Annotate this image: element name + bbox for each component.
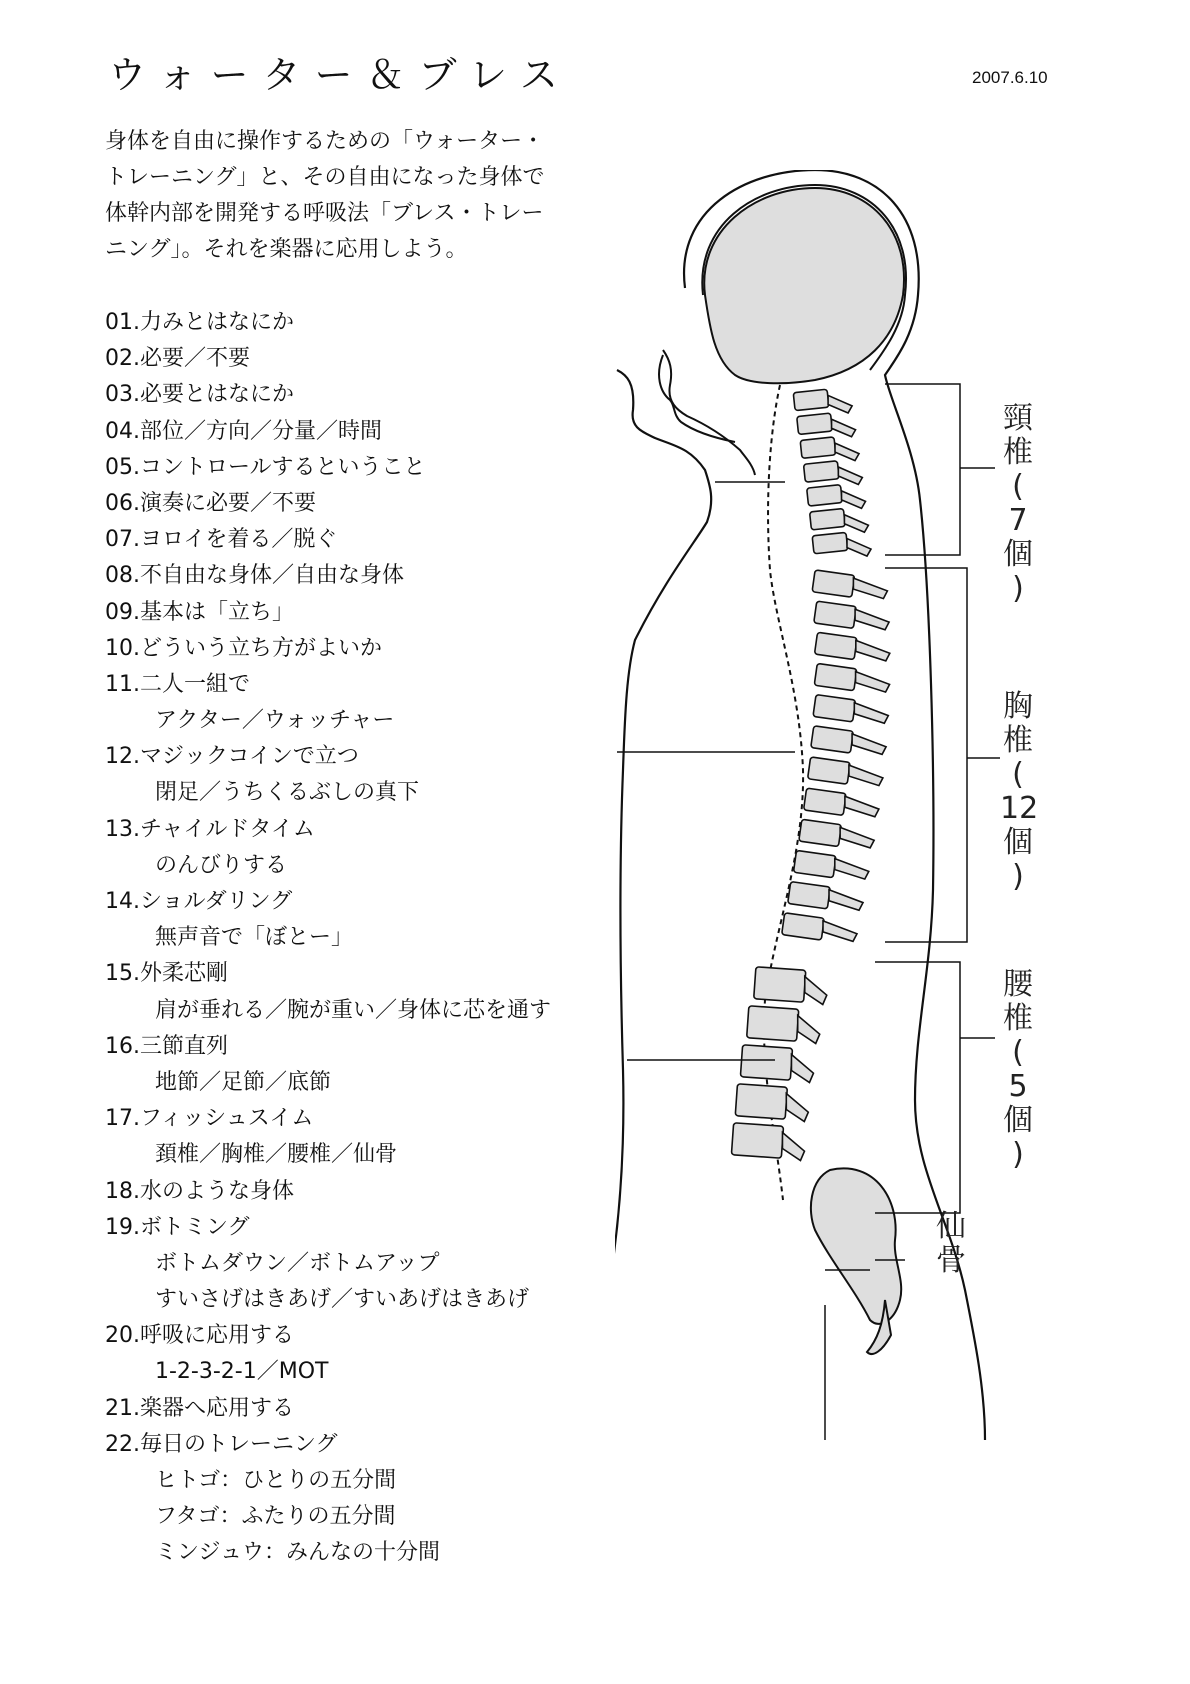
thoracic-label-char: ): [1012, 859, 1024, 894]
lumbar-label-char: (: [1012, 1035, 1024, 1070]
sacrum-label-char: 仙: [936, 1209, 966, 1244]
toc-item: 07.ヨロイを着る／脱ぐ: [105, 527, 338, 553]
vertebra-process: [828, 395, 852, 413]
vertebra-body: [804, 788, 847, 815]
toc-subitem: すいさげはきあげ／すいあげはきあげ: [155, 1287, 530, 1313]
cervical-label-char: 個: [1003, 537, 1033, 572]
spine-illustration: [615, 170, 1135, 1440]
vertebra-body: [793, 389, 829, 410]
cervical-label-char: 7: [1008, 503, 1028, 538]
vertebra-process: [856, 672, 890, 692]
toc-item: 10.どういう立ち方がよいか: [105, 635, 382, 661]
cervical-label-char: ): [1012, 571, 1024, 606]
bracket-thoracic: [885, 568, 967, 942]
toc-item: 04.部位／方向／分量／時間: [105, 418, 382, 444]
vertebra-process: [805, 977, 827, 1005]
intro-line: 体幹内部を開発する呼吸法「ブレス・トレー: [105, 201, 544, 226]
vertebra-body: [788, 882, 831, 909]
toc-item: 18.水のような身体: [105, 1178, 294, 1204]
vertebra-process: [845, 796, 879, 817]
toc-item: 06.演奏に必要／不要: [105, 490, 316, 516]
vertebra-body: [740, 1045, 792, 1080]
vertebra-body: [793, 850, 836, 877]
cervical-label-char: 椎: [1003, 435, 1033, 470]
spine-figure: [615, 170, 1135, 1440]
vertebra-body: [810, 508, 846, 529]
toc-item: 09.基本は「立ち」: [105, 599, 294, 625]
table-of-contents: [105, 305, 625, 1572]
thoracic-label-char: 椎: [1003, 723, 1033, 758]
toc-item: 16.三節直列: [105, 1033, 228, 1059]
toc-subitem: ボトムダウン／ボトムアップ: [155, 1250, 440, 1276]
vertebra-body: [800, 437, 836, 458]
vertebra-process: [849, 765, 883, 786]
toc-subitem: ヒトゴ：ひとりの五分間: [155, 1468, 397, 1493]
vertebra-body: [731, 1123, 783, 1158]
lumbar-label-char: 個: [1003, 1103, 1033, 1138]
toc-item: 11.二人一組で: [105, 671, 250, 697]
vertebra-body: [808, 757, 851, 784]
vertebrae-group: [731, 389, 889, 1160]
toc-item: 20.呼吸に応用する: [105, 1323, 294, 1349]
vertebra-body: [754, 967, 806, 1002]
vertebra-process: [798, 1016, 820, 1044]
vertebra-process: [853, 578, 887, 599]
vertebra-body: [747, 1006, 799, 1041]
page-title: ウォーター＆ブレス: [108, 53, 572, 97]
toc-subitem: 肩が垂れる／腕が重い／身体に芯を通す: [155, 997, 552, 1023]
lumbar-label-char: 腰: [1003, 967, 1033, 1002]
vertebra-process: [844, 515, 868, 533]
vertebra-process: [855, 609, 889, 630]
thoracic-label-char: 胸: [1003, 689, 1033, 724]
vertebra-body: [811, 726, 854, 753]
intro-line: トレーニング」と、その自由になった身体で: [105, 165, 545, 190]
lumbar-label-char: ): [1012, 1137, 1024, 1172]
toc-subitem: フタゴ：ふたりの五分間: [155, 1504, 396, 1530]
vertebra-process: [823, 921, 857, 942]
toc-subitem: のんびりする: [155, 852, 288, 878]
toc-item: 13.チャイルドタイム: [105, 816, 315, 842]
region-brackets: [617, 384, 1000, 1440]
toc-subitem: 無声音で「ぼとー」: [155, 925, 354, 951]
vertebra-process: [782, 1133, 804, 1161]
vertebra-body: [803, 461, 839, 482]
toc-item: 01.力みとはなにか: [105, 310, 294, 335]
vertebra-process: [829, 890, 863, 911]
toc-item: 15.外柔芯剛: [105, 961, 228, 987]
vertebra-body: [814, 663, 857, 690]
toc-subitem: 1-2-3-2-1／MOT: [155, 1359, 329, 1385]
vertebra-process: [852, 734, 886, 755]
lumbar-label-char: 椎: [1003, 1001, 1033, 1036]
toc-subitem: 頚椎／胸椎／腰椎／仙骨: [155, 1142, 398, 1168]
vertebra-body: [814, 632, 857, 659]
sacrum-label: [933, 1210, 969, 1278]
toc-item: 05.コントロールするということ: [105, 454, 426, 480]
vertebra-process: [786, 1094, 808, 1122]
cervical-label: [1000, 402, 1036, 606]
vertebra-body: [807, 485, 843, 506]
vertebra-process: [835, 859, 869, 880]
cervical-label-char: 頸: [1003, 401, 1033, 436]
vertebra-process: [835, 443, 859, 461]
toc-item: 03.必要とはなにか: [105, 382, 294, 408]
thoracic-label-char: 個: [1003, 825, 1033, 860]
vertebra-body: [799, 819, 842, 846]
vertebra-process: [854, 703, 888, 724]
toc-subitem: アクター／ウォッチャー: [155, 708, 395, 734]
intro-paragraph: [105, 124, 605, 268]
toc-item: 17.フィッシュスイム: [105, 1106, 314, 1132]
toc-item: 08.不自由な身体／自由な身体: [105, 563, 404, 589]
vertebra-process: [847, 539, 871, 557]
intro-line: 身体を自由に操作するための「ウォーター・: [105, 129, 545, 154]
intro-line: ニング」。それを楽器に応用しよう。: [105, 237, 468, 262]
vertebra-body: [735, 1084, 787, 1119]
vertebra-process: [832, 419, 856, 437]
toc-subitem: 地節／足節／底節: [155, 1069, 332, 1095]
sacrum-label-char: 骨: [936, 1243, 966, 1278]
toc-item: 14.ショルダリング: [105, 889, 293, 914]
vertebra-body: [812, 532, 848, 553]
toc-item: 19.ボトミング: [105, 1214, 250, 1240]
bracket-lumbar: [875, 962, 960, 1213]
vertebra-body: [797, 413, 833, 434]
vertebra-body: [814, 601, 857, 628]
toc-item: 22.毎日のトレーニング: [105, 1431, 338, 1457]
vertebra-body: [812, 570, 855, 597]
document-date: 2007.6.10: [972, 68, 1048, 87]
vertebra-process: [840, 827, 874, 848]
head-fill: [704, 188, 904, 383]
thoracic-label-char: 12: [1000, 791, 1039, 826]
thoracic-label-char: (: [1012, 757, 1024, 792]
vertebra-process: [856, 640, 890, 661]
sacrum-shape: [811, 1168, 901, 1323]
thoracic-label: [1000, 689, 1039, 894]
lumbar-label-char: 5: [1008, 1069, 1028, 1104]
vertebra-process: [791, 1055, 813, 1083]
toc-item: 12.マジックコインで立つ: [105, 744, 359, 770]
toc-item: 02.必要／不要: [105, 346, 250, 372]
vertebra-body: [813, 695, 856, 722]
lumbar-label: [1000, 968, 1036, 1172]
vertebra-process: [842, 491, 866, 509]
toc-item: 21.楽器へ応用する: [105, 1395, 294, 1421]
cervical-label-char: (: [1012, 469, 1024, 504]
toc-subitem: 閉足／うちくるぶしの真下: [155, 780, 420, 806]
vertebra-process: [838, 467, 862, 485]
vertebra-body: [782, 913, 825, 940]
toc-subitem: ミンジュウ：みんなの十分間: [155, 1540, 441, 1566]
